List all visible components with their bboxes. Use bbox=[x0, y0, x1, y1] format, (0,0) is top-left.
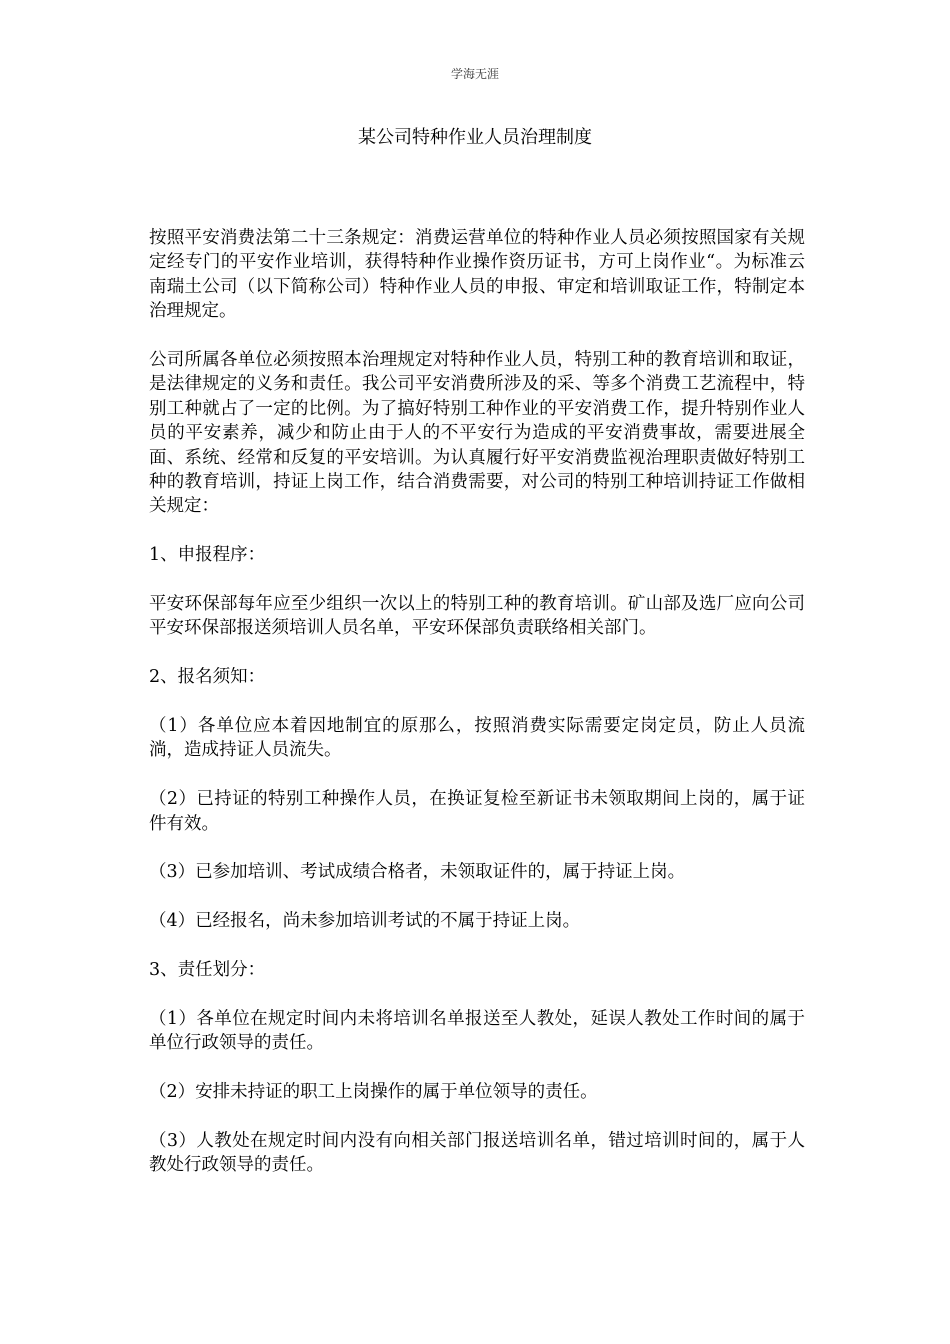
list-item: （1）各单位应本着因地制宜的原那么，按照消费实际需要定岗定员，防止人员流淌，造成持证人员流失。 bbox=[149, 716, 805, 761]
list-item: （2）安排未持证的职工上岗操作的属于单位领导的责任。 bbox=[149, 1082, 598, 1103]
list-item: （1）各单位在规定时间内未将培训名单报送至人教处，延误人教处工作时间的属于单位行政领导的责任。 bbox=[149, 1008, 805, 1054]
list-item: （3）人教处在规定时间内没有向相关部门报送培训名单，错过培训时间的，属于人教处行政领导的责任。 bbox=[149, 1130, 805, 1176]
section-heading: 3、责任划分： bbox=[149, 960, 266, 981]
list-item: （2）已持证的特别工种操作人员，在换证复检至新证书未领取期间上岗的，属于证件有效。 bbox=[149, 789, 805, 834]
page-header: 学海无涯 bbox=[450, 67, 499, 81]
document-body bbox=[149, 226, 805, 1202]
paragraph: 公司所属各单位必须按照本治理规定对特种作业人员，特别工种的教育培训和取证，是法律规定的义务和责任。我公司平安消费所涉及的采、等多个消费工艺流程中，特别工种就占了一定的比例。为了搞好特别工种作业的平安消费工作，提升特别作业人员的平安素养，减少和防止由于人的不平安行为造成的平安消费事故，需要进展全面、系统、经常和反复的平安培训。为认真履行好平安消费监视治理职责做好特别工种的教育培训，持证上岗工作，结合消费需要，对公司的特别工种培训持证工作做相关规定： bbox=[149, 350, 805, 517]
paragraph: 平安环保部每年应至少组织一次以上的特别工种的教育培训。矿山部及选厂应向公司平安环保部报送须培训人员名单，平安环保部负责联络相关部门。 bbox=[149, 594, 805, 639]
list-item: （4）已经报名，尚未参加培训考试的不属于持证上岗。 bbox=[149, 911, 581, 932]
section-heading: 1、申报程序： bbox=[149, 545, 266, 566]
document-title: 某公司特种作业人员治理制度 bbox=[358, 127, 592, 148]
paragraph: 按照平安消费法第二十三条规定：消费运营单位的特种作业人员必须按照国家有关规定经专门的平安作业培训，获得特种作业操作资历证书，方可上岗作业“。为标准云南瑞土公司（以下简称公司）特种作业人员的申报、审定和培训取证工作，特制定本治理规定。 bbox=[149, 228, 805, 322]
section-heading: 2、报名须知： bbox=[149, 667, 266, 688]
list-item: （3）已参加培训、考试成绩合格者，未领取证件的，属于持证上岗。 bbox=[149, 862, 686, 883]
